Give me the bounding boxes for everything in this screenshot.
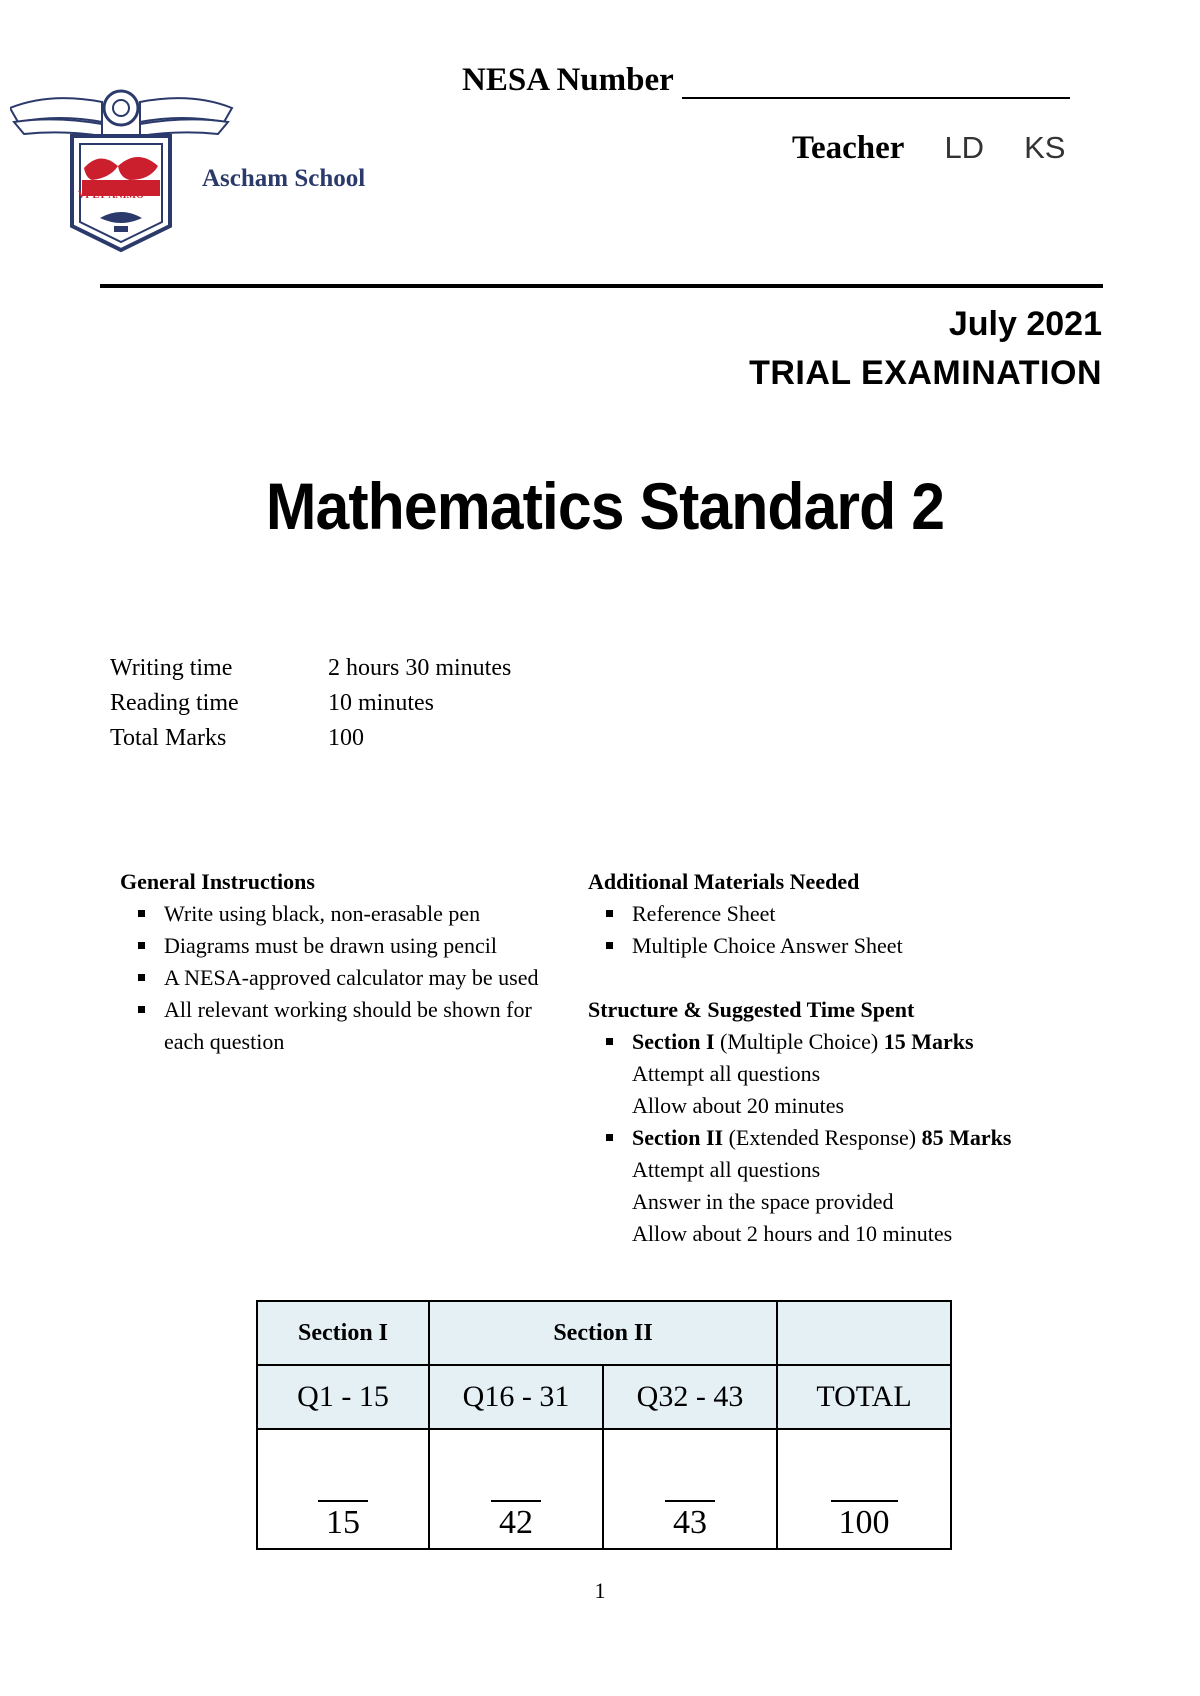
table-column-label: Q1 - 15 <box>257 1365 429 1429</box>
section-name: Section I <box>632 1029 715 1054</box>
time-label: Writing time <box>110 655 233 681</box>
header-divider <box>100 284 1103 288</box>
section-marks: 85 Marks <box>921 1125 1012 1150</box>
time-row <box>110 655 511 690</box>
score-cell <box>777 1429 951 1549</box>
general-instructions-heading: General Instructions <box>120 869 315 894</box>
general-instructions <box>120 866 560 1058</box>
table-header <box>777 1301 951 1365</box>
material-item: Reference Sheet <box>588 898 1108 930</box>
materials-heading: Additional Materials Needed <box>588 869 860 894</box>
score-denominator: 15 <box>318 1500 368 1542</box>
exam-type: TRIAL EXAMINATION <box>749 354 1102 392</box>
crest-motto: VI-ET-ANIMO <box>78 190 144 201</box>
teacher-field <box>792 130 1065 167</box>
teacher-label: Teacher <box>792 130 905 166</box>
time-label: Reading time <box>110 690 239 716</box>
exam-date: July 2021 <box>948 305 1102 343</box>
table-header: Section II <box>429 1301 777 1365</box>
score-denominator: 42 <box>491 1500 541 1542</box>
section-kind: (Multiple Choice) <box>720 1029 879 1054</box>
time-value: 2 hours 30 minutes <box>328 655 512 681</box>
section-marks: 15 Marks <box>883 1029 974 1054</box>
section-note: Allow about 20 minutes <box>632 1093 845 1118</box>
school-name: Ascham School <box>202 165 366 192</box>
section-name: Section II <box>632 1125 724 1150</box>
marks-table <box>256 1300 952 1550</box>
page-title: Mathematics Standard 2 <box>265 469 945 543</box>
section-note: Answer in the space provided <box>632 1189 894 1214</box>
time-row <box>110 690 511 725</box>
table-column-label: Q32 - 43 <box>603 1365 777 1429</box>
instruction-item: A NESA-approved calculator may be used <box>120 962 560 994</box>
teacher-option: KS <box>1024 130 1066 165</box>
section-note: Attempt all questions <box>632 1061 821 1086</box>
exam-times <box>110 655 511 760</box>
section-note: Attempt all questions <box>632 1157 821 1182</box>
materials-and-structure <box>588 866 1108 1250</box>
structure-section <box>588 1122 1108 1154</box>
page-number: 1 <box>594 1578 606 1603</box>
instruction-item: Write using black, non-erasable pen <box>120 898 560 930</box>
nesa-number-blank <box>682 69 1070 99</box>
time-value: 10 minutes <box>328 690 434 716</box>
instruction-item: All relevant working should be shown for each question <box>120 994 560 1058</box>
section-note: Allow about 2 hours and 10 minutes <box>632 1221 953 1246</box>
score-cell <box>257 1429 429 1549</box>
material-item: Multiple Choice Answer Sheet <box>588 930 1108 962</box>
score-denominator: 43 <box>665 1500 715 1542</box>
nesa-number-field <box>462 62 1070 99</box>
section-kind: (Extended Response) <box>728 1125 917 1150</box>
teacher-option: LD <box>944 130 985 165</box>
score-cell <box>603 1429 777 1549</box>
table-column-label: TOTAL <box>777 1365 951 1429</box>
structure-heading: Structure & Suggested Time Spent <box>588 997 915 1022</box>
nesa-number-label: NESA Number <box>462 62 674 98</box>
time-row <box>110 725 511 760</box>
score-denominator: 100 <box>831 1500 898 1542</box>
time-label: Total Marks <box>110 725 227 751</box>
table-header: Section I <box>257 1301 429 1365</box>
score-cell <box>429 1429 603 1549</box>
instruction-item: Diagrams must be drawn using pencil <box>120 930 560 962</box>
table-column-label: Q16 - 31 <box>429 1365 603 1429</box>
time-value: 100 <box>328 725 364 751</box>
structure-section <box>588 1026 1108 1058</box>
